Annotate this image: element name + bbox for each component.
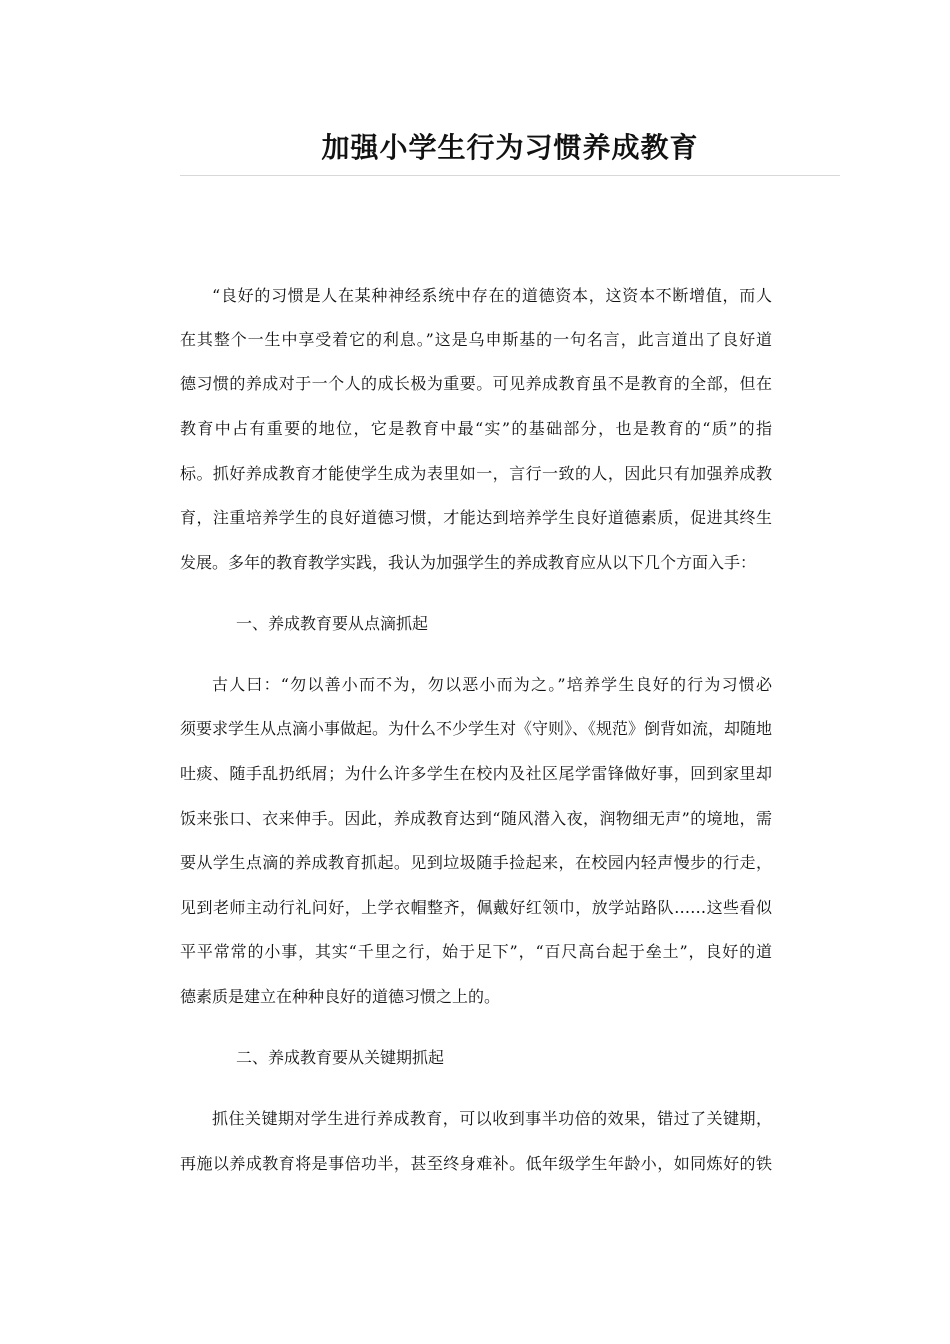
- paragraph-2-line: 平平常常的小事，其实“千里之行，始于足下”，“百尺高台起于垒土”，良好的道: [180, 942, 772, 961]
- paragraph-2-line: 古人曰：“勿以善小而不为，勿以恶小而为之。”培养学生良好的行为习惯必: [212, 675, 772, 694]
- paragraph-2-line: 吐痰、随手乱扔纸屑；为什么许多学生在校内及社区尾学雷锋做好事，回到家里却: [180, 764, 772, 783]
- document-title: 加强小学生行为习惯养成教育: [321, 131, 699, 164]
- paragraph-3-line: 再施以养成教育将是事倍功半，甚至终身难补。低年级学生年龄小，如同炼好的铁: [180, 1154, 772, 1173]
- paragraph-1-line: “良好的习惯是人在某种神经系统中存在的道德资本，这资本不断增值，而人: [212, 286, 772, 305]
- paragraph-1-line: 发展。多年的教育教学实践，我认为加强学生的养成教育应从以下几个方面入手：: [180, 553, 757, 572]
- section-heading-2: 二、养成教育要从关键期抓起: [236, 1048, 445, 1067]
- paragraph-2-line: 饭来张口、衣来伸手。因此，养成教育达到“随风潜入夜，润物细无声”的境地，需: [180, 809, 772, 828]
- paragraph-1-line: 标。抓好养成教育才能使学生成为表里如一，言行一致的人，因此只有加强养成教: [180, 464, 772, 483]
- paragraph-3-line: 抓住关键期对学生进行养成教育，可以收到事半功倍的效果，错过了关键期，: [212, 1109, 772, 1128]
- paragraph-2-line: 德素质是建立在种种良好的道德习惯之上的。: [180, 987, 501, 1006]
- paragraph-1-line: 教育中占有重要的地位，它是教育中最“实”的基础部分，也是教育的“质”的指: [180, 419, 772, 438]
- paragraph-2-line: 须要求学生从点滴小事做起。为什么不少学生对《守则》、《规范》倒背如流，却随地: [180, 719, 772, 738]
- paragraph-1-line: 在其整个一生中享受着它的利息。”这是乌申斯基的一句名言，此言道出了良好道: [180, 330, 772, 349]
- paragraph-1-line: 育，注重培养学生的良好道德习惯，才能达到培养学生良好道德素质，促进其终生: [180, 508, 772, 527]
- title-divider: [180, 175, 840, 176]
- paragraph-1-line: 德习惯的养成对于一个人的成长极为重要。可见养成教育虽不是教育的全部，但在: [180, 374, 772, 393]
- section-heading-1: 一、养成教育要从点滴抓起: [236, 614, 429, 633]
- paragraph-2-line: 要从学生点滴的养成教育抓起。见到垃圾随手捡起来，在校园内轻声慢步的行走，: [180, 853, 772, 872]
- paragraph-2-line: 见到老师主动行礼问好，上学衣帽整齐，佩戴好红领巾，放学站路队……这些看似: [180, 898, 772, 917]
